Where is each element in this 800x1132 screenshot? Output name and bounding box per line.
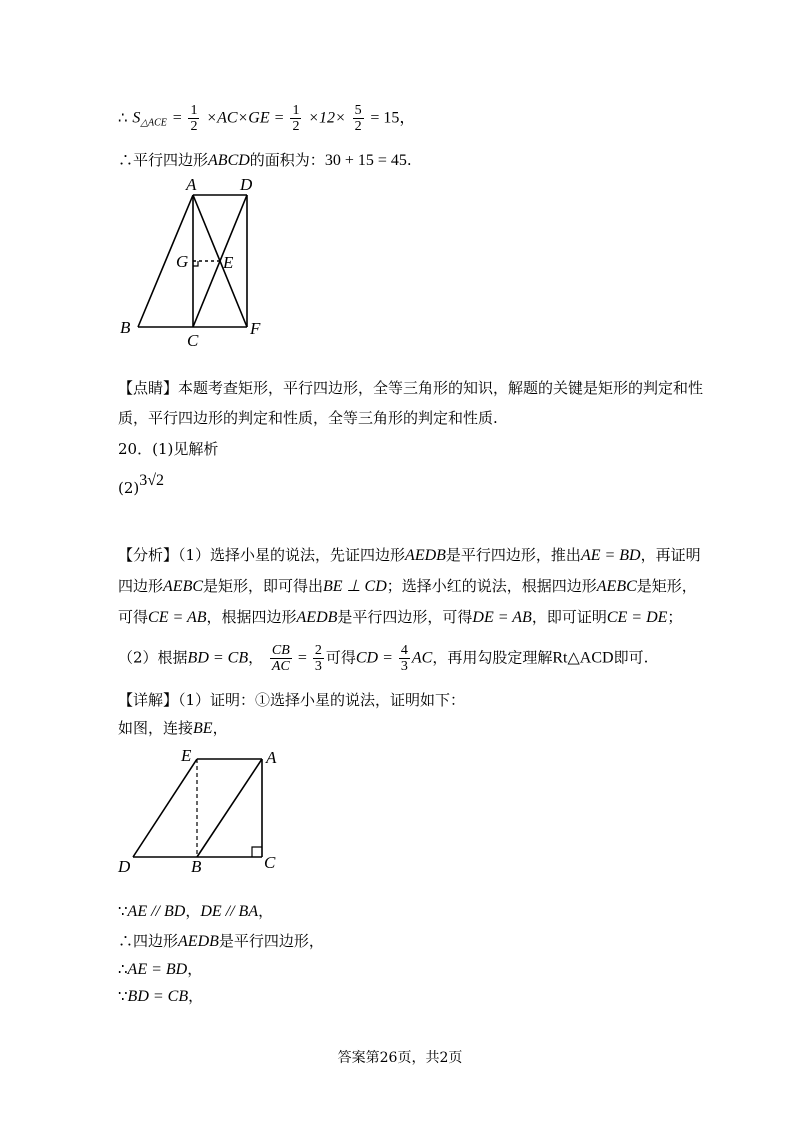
proof-line-3: ∴AE = BD， [118, 960, 203, 978]
math-text: ABCD [208, 152, 250, 169]
fraction: $\frac{1}{2}$ [190, 103, 198, 134]
answer-value: 3√2 [139, 472, 165, 489]
dianjing-line-2: 质，平行四边形的判定和性质，全等三角形的判定和性质. [118, 409, 498, 427]
fraction: $\frac{1}{2}$ [292, 103, 300, 134]
fraction: $\frac{CB}{AC}$ [271, 643, 290, 674]
math-text: = [171, 109, 187, 127]
question-20-part2 [118, 470, 165, 497]
label-E: E [181, 746, 192, 765]
area-symbol: S [132, 109, 141, 127]
label-B: B [120, 318, 131, 337]
label-B: B [191, 857, 202, 876]
question-20: 20．(1)见解析 [118, 440, 219, 458]
dianjing-line-1: 【点睛】本题考查矩形，平行四边形，全等三角形的知识，解题的关键是矩形的判定和性 [118, 379, 704, 397]
math-text: 30 + 15 = 45 [324, 152, 407, 169]
label-D: D [240, 175, 253, 194]
label-F: F [250, 319, 261, 338]
xiangjie-line-2: 如图，连接BE， [118, 719, 228, 737]
math-text: = 15， [370, 109, 416, 127]
text: ∴平行四边形 [118, 151, 209, 169]
text: . [406, 151, 412, 169]
proof-line-2: ∴四边形AEDB是平行四边形， [118, 932, 324, 950]
area-line [118, 103, 415, 134]
fenxi-line-1: 【分析】（1）选择小星的说法，先证四边形AEDB是平行四边形，推出AE = BD，再证明 [118, 546, 701, 564]
label-D: D [118, 857, 131, 876]
label-A: A [186, 175, 197, 194]
label-C: C [264, 853, 276, 872]
parallelogram-area-line [118, 150, 412, 171]
fraction: $\frac{4}{3}$ [400, 643, 408, 674]
geometry-figure-1 [110, 170, 290, 355]
fenxi-line-4: （2）根据BD = CB， $\frac{CB}{AC}$ = $\frac{2}{3}$ 可得CD = $\frac{4}{3}$ AC，再用勾股定理解Rt△ACD即可. [118, 643, 649, 674]
fenxi-line-3: 可得CE = AB，根据四边形AEDB是平行四边形，可得DE = AB，即可证明CE = DE； [118, 608, 683, 626]
area-subscript: △ACE [140, 117, 167, 129]
page-footer: 答案第26页，共2页 [337, 1050, 463, 1066]
label-G: G [176, 252, 189, 271]
geometry-figure-2 [110, 740, 300, 880]
label-E: E [223, 253, 234, 272]
fraction: $\frac{5}{2}$ [354, 103, 362, 134]
xiangjie-line-1: 【详解】（1）证明：①选择小星的说法，证明如下： [118, 691, 466, 709]
text: 的面积为： [249, 151, 325, 169]
fenxi-line-2: 四边形AEBC是矩形，即可得出BE ⊥ CD；选择小红的说法，根据四边形AEBC是矩形， [118, 577, 697, 595]
fraction: $\frac{2}{3}$ [314, 643, 322, 674]
label-C: C [187, 331, 199, 350]
math-text: ×AC×GE = [206, 109, 289, 127]
part-label: (2) [118, 479, 140, 497]
proof-line-4: ∵BD = CB， [118, 987, 204, 1005]
math-text: ×12× [308, 109, 346, 127]
therefore-symbol: ∴ [118, 108, 128, 127]
proof-line-1: ∵AE // BD，DE // BA， [118, 902, 274, 920]
label-A: A [266, 748, 277, 767]
